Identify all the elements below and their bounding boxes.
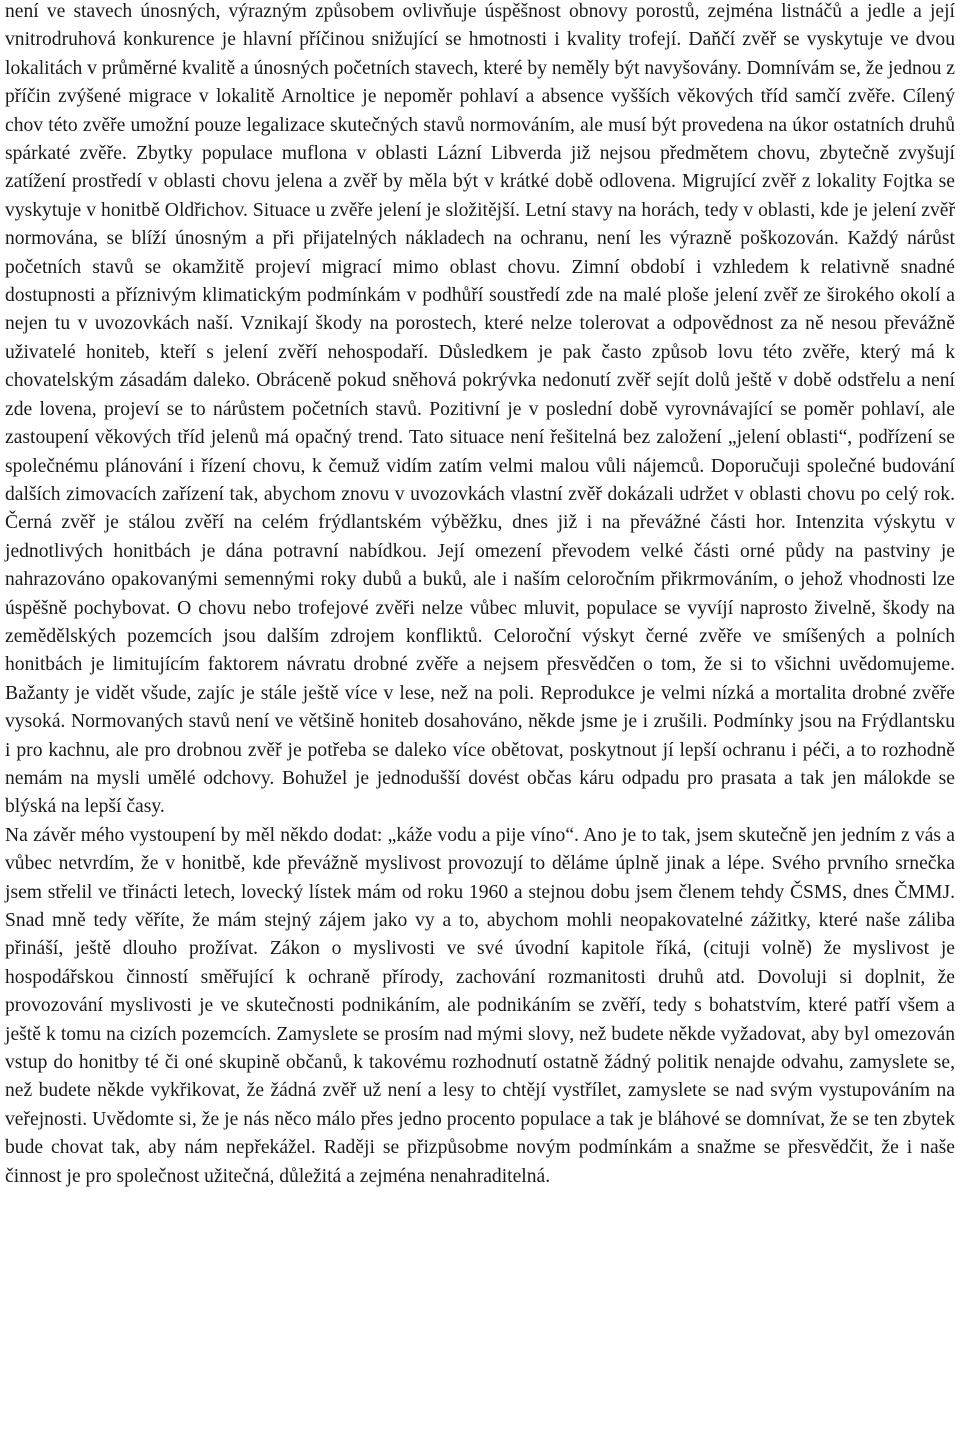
body-paragraph-2: Na závěr mého vystoupení by měl někdo dodat: „káže vodu a pije víno“. Ano je to tak, jsem skutečně jen jedním z vás a vůbec netvrdím, že v honitbě, kde převážně myslivost provozují to děláme úplně jinak a lépe. Svého prvního srnečka jsem střelil ve třinácti letech, lovecký lístek mám od roku 1960 a stejnou dobu jsem členem tehdy ČSMS, dnes ČMMJ. Snad mně tedy věříte, že mám stejný zájem jako vy a to, abychom mohli neopakovatelné zážitky, které naše záliba přináší, ještě dlouho prožívat. Zákon o myslivosti ve své úvodní kapitole říká, (cituji volně) že myslivost je hospodářskou činností směřující k ochraně přírody, zachování rozmanitosti druhů atd. Dovoluji si doplnit, že provozování myslivosti je ve skutečnosti podnikáním, ale podnikáním se zvěří, tedy s bohatstvím, které patří všem a ještě k tomu na cizích pozemcích. Zamyslete se prosím nad mými slovy, než budete někde vyžadovat, aby byl omezován vstup do honitby té či oné skupině občanů, k takovému rozhodnutí ostatně žádný politik nenajde odvahu, zamyslete se, než budete někde vykřikovat, že žádná zvěř už není a lesy to chtějí vystřílet, zamyslete se nad svým vystupováním na veřejnosti. Uvědomte si, že je nás něco málo přes jedno procento populace a tak je bláhové se domnívat, že se ten zbytek bude chovat tak, aby nám nepřekážel. Raději se přizpůsobme novým podmínkám a snažme se přesvědčit, že i naše činnost je pro společnost užitečná, důležitá a zejména nenahraditelná. — [5, 824, 955, 1187]
body-paragraph-1: není ve stavech únosných, výrazným způsobem ovlivňuje úspěšnost obnovy porostů, zejména listnáčů a jedle a její vnitrodruhová konkurence je hlavní příčinou snižující se hmotnosti i kvality trofejí. Daňčí zvěř se vyskytuje ve dvou lokalitách v průměrné kvalitě a únosných početních stavech, které by neměly být navyšovány. Domnívám se, že jednou z příčin zvýšené migrace v lokalitě Arnoltice je nepoměr pohlaví a absence vyšších věkových tříd samčí zvěře. Cílený chov této zvěře umožní pouze legalizace skutečných stavů normováním, ale musí být provedena na úkor ostatních druhů spárkaté zvěře. Zbytky populace muflona v oblasti Lázní Libverda již nejsou předmětem chovu, zbytečně zvyšují zatížení prostředí v oblasti chovu jelena a zvěř by měla být v krátké době odlovena. Migrující zvěř z lokality Fojtka se vyskytuje v honitbě Oldřichov. Situace u zvěře jelení je složitější. Letní stavy na horách, tedy v oblasti, kde je jelení zvěř normována, se blíží únosným a při přijatelných nákladech na ochranu, není les výrazně poškozován. Každý nárůst početních stavů se okamžitě projeví migrací mimo oblast chovu. Zimní období i vzhledem k relativně snadné dostupnosti a příznivým klimatickým podmínkám v podhůří soustředí zde na malé ploše jelení zvěř ze širokého okolí a nejen tu v uvozovkách naší. Vznikají škody na porostech, které nelze tolerovat a odpovědnost za ně nesou převážně uživatelé honiteb, kteří s jelení zvěří nehospodaří. Důsledkem je pak často způsob lovu této zvěře, který má k chovatelským zásadám daleko. Obráceně pokud sněhová pokrývka nedonutí zvěř sejít dolů ještě v době odstřelu a není zde lovena, projeví se to nárůstem početních stavů. Pozitivní je v poslední době vyrovnávající se poměr pohlaví, ale zastoupení věkových tříd jelenů má opačný trend. Tato situace není řešitelná bez založení „jelení oblasti“, podřízení se společnému plánování i řízení chovu, k čemuž vidím zatím velmi malou vůli nájemců. Doporučuji společné budování dalších zimovacích zařízení tak, abychom znovu v uvozovkách vlastní zvěř dokázali udržet v oblasti chovu po celý rok. Černá zvěř je stálou zvěří na celém frýdlantském výběžku, dnes již i na převážné části hor. Intenzita výskytu v jednotlivých honitbách je dána potravní nabídkou. Její omezení převodem velké části orné půdy na pastviny je nahrazováno opakovanými semennými roky dubů a buků, ale i naším celoročním přikrmováním, o jehož vhodnosti lze úspěšně pochybovat. O chovu nebo trofejové zvěři nelze vůbec mluvit, populace se vyvíjí naprosto živelně, škody na zemědělských pozemcích jsou dalším zdrojem konfliktů. Celoroční výskyt černé zvěře ve smíšených a polních honitbách je limitujícím faktorem návratu drobné zvěře a nejsem přesvědčen o tom, že si to všichni uvědomujeme. Bažanty je vidět všude, zajíc je stále ještě více v lese, než na poli. Reprodukce je velmi nízká a mortalita drobné zvěře vysoká. Normovaných stavů není ve většině honiteb dosahováno, někde jsme je i zrušili. Podmínky jsou na Frýdlantsku i pro kachnu, ale pro drobnou zvěř je potřeba se daleko více obětovat, poskytnout jí lepší ochranu i péči, a to rozhodně nemám na mysli umělé odchovy. Bohužel je jednodušší dovést občas káru odpadu pro prasata a tak jen málokde se blýská na lepší časy. — [5, 1, 955, 818]
